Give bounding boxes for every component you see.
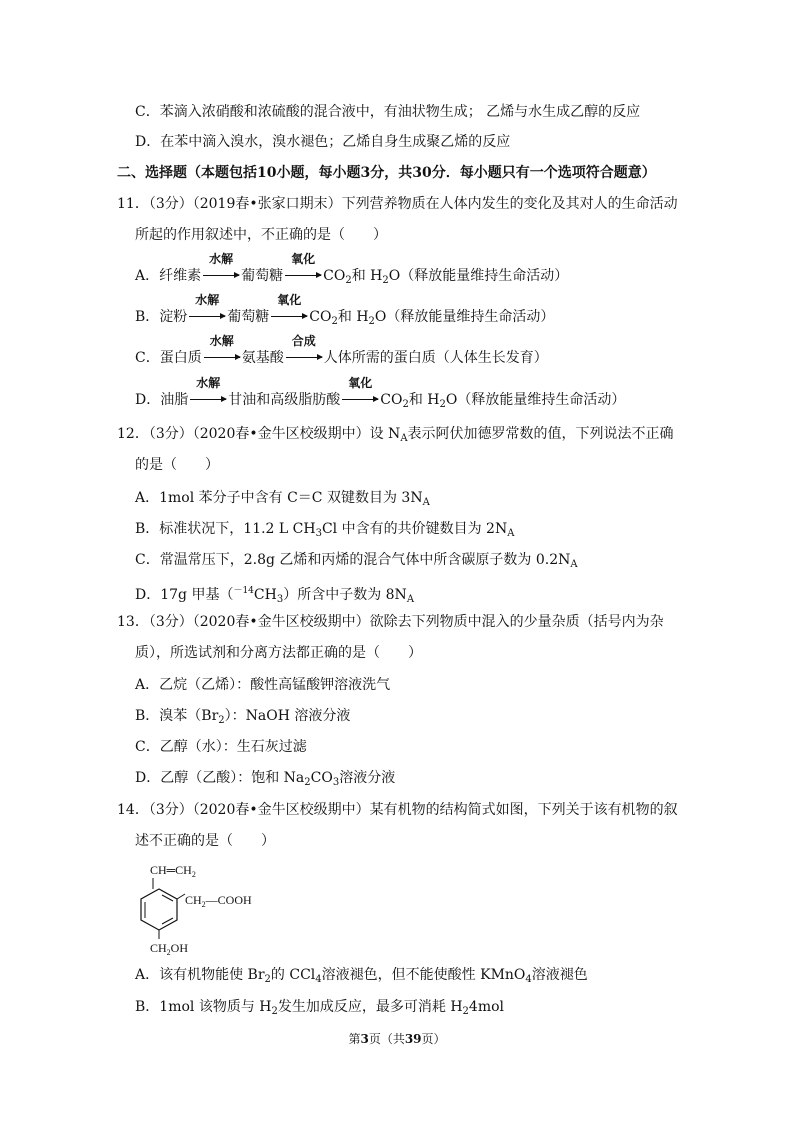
q11-b-h: 和 H [337,309,369,325]
q12-option-d: D．17g 甲基$(^{-14}CH_3)$所含中子数为 $8N_A$ [135,586,415,605]
q12-option-a: A．1mol 苯分子中含有 C＝C 双键数目为 $3N_A$ [135,490,430,508]
hydrolysis-arrow: 水解 [203,348,241,368]
q11-b-co: CO [309,309,332,325]
q14-option-b: B．1mol 该物质与 $H_2$发生加成反应，最多可消耗 $H_24mol$ [135,999,505,1017]
hydrolysis-arrow: 水解 [188,307,226,327]
q12-stem-line2: 的是（ ） [135,457,219,473]
q13-option-b: B．溴苯$(Br_2)$：NaOH 溶液分液 [135,708,351,726]
q10-option-d: D．在苯中滴入溴水，溴水褪色；乙烯自身生成聚乙烯的反应 [135,134,511,150]
subscript: 2 [331,316,338,327]
q11-b-end: O（释放能量维持生命活动） [374,309,555,325]
q11-a-co: CO [323,268,346,284]
q11-stem-line2: 所起的作用叙述中，不正确的是（ ） [135,227,387,243]
synthesis-arrow: 合成 [285,348,323,368]
q11-option-d [135,376,626,415]
q11-a-end: O（释放能量维持生命活动） [388,268,569,284]
hydrolysis-arrow: 水解 [202,266,240,286]
subscript: 2 [382,275,389,286]
q13-option-d: D．乙醇（乙酸）：饱和 $Na_2CO_3$溶液分液 [135,770,396,788]
q11-d-h: 和 H [408,392,440,408]
q11-a-h: 和 H [351,268,383,284]
q11-d-prefix: D．油脂 [135,392,189,408]
q11-option-b [135,293,555,332]
page-number: 3 [360,1032,369,1046]
total-pages: 39 [404,1032,422,1046]
q14-stem-line1: 14．（3分）（2020春•金牛区校级期中）某有机物的结构简式如图，下列关于该有机物的叙 [117,802,678,818]
q13-option-a: A．乙烷（乙烯）：酸性高锰酸钾溶液洗气 [135,677,391,693]
q11-d-co: CO [380,392,403,408]
q11-a-prefix: A．纤维素 [135,268,202,284]
molecule-structure [135,862,295,957]
q11-c-mid: 氨基酸 [241,350,284,366]
q10-option-c: C．苯滴入浓硝酸和浓硫酸的混合液中，有油状物生成； 乙烯与水生成乙醇的反应 [135,104,641,120]
mol-hydroxymethyl: $CH_2OH$ [150,941,189,957]
q11-c-end: 人体所需的蛋白质（人体生长发育） [323,350,548,366]
q13-option-c: C．乙醇（水）：生石灰过滤 [135,739,307,755]
q12-stem-line1: 12．（3分）（2020春•金牛区校级期中）设 $N_A$表示阿伏加德罗常数的值，下列说法不正确 [117,426,674,444]
oxidation-arrow: 氧化 [284,266,322,286]
q11-b-prefix: B．淀粉 [135,309,188,325]
q13-stem-line2: 质），所选试剂和分离方法都正确的是（ ） [135,645,422,661]
q11-option-a [135,252,569,291]
q11-option-c [135,334,548,368]
mol-vinyl-label: $CH═CH_2$ [150,863,196,879]
hydrolysis-arrow: 水解 [189,390,227,410]
page-footer: 第3页（共39页） [348,1032,446,1046]
q12-option-c: C．常温常压下，2.8g 乙烯和丙烯的混合气体中所含碳原子数为 $0.2N_A$ [135,552,578,570]
mol-side-chain: $CH_2—COOH$ [185,893,252,909]
q11-d-end: O（释放能量维持生命活动） [445,392,626,408]
q11-c-prefix: C．蛋白质 [135,350,202,366]
subscript: 2 [368,316,375,327]
q11-b-mid: 葡萄糖 [227,309,270,325]
subscript: 2 [402,399,409,410]
oxidation-arrow: 氧化 [341,390,379,410]
q11-a-mid: 葡萄糖 [241,268,284,284]
subscript: 2 [345,275,352,286]
q12-option-b: B．标准状况下，11.2 L $CH_3Cl$ 中含有的共价键数目为 $2N_A$ [135,521,515,539]
oxidation-arrow: 氧化 [270,307,308,327]
subscript: 2 [439,399,446,410]
section-heading: 二、选择题（本题包括10小题，每小题3分，共30分．每小题只有一个选项符合题意） [117,165,656,181]
q14-stem-line2: 述不正确的是（ ） [135,833,275,849]
q11-stem-line1: 11．（3分）（2019春•张家口期末）下列营养物质在人体内发生的变化及其对人的生命活动 [117,196,678,212]
q14-option-a: A．该有机物能使 $Br_2$的 CCl$_4$溶液褪色，但不能使酸性 KMnO$_4$溶液褪色 [135,967,588,985]
q13-stem-line1: 13．（3分）（2020春•金牛区校级期中）欲除去下列物质中混入的少量杂质（括号内为杂 [117,614,664,630]
benzene-ring [141,889,177,930]
q11-d-mid: 甘油和高级脂肪酸 [228,392,341,408]
